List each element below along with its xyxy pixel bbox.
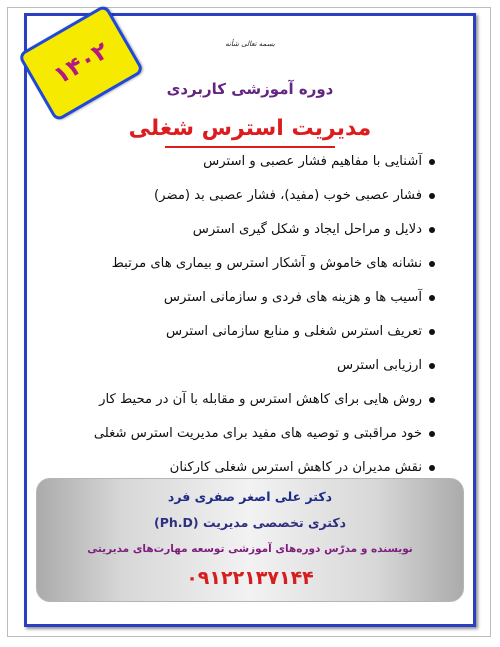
course-title: مدیریت استرس شغلی (128, 116, 372, 141)
author-info-box (36, 478, 464, 602)
topic-item: خود مراقبتی و توصیه های مفید برای مدیریت استرس شغلی (50, 422, 435, 445)
basmala-calligraphy: بسمه تعالی شأنه (225, 40, 275, 48)
topic-item: دلایل و مراحل ایجاد و شکل گیری استرس (50, 218, 435, 241)
topic-item: فشار عصبی خوب (مفید)، فشار عصبی بد (مضر) (50, 184, 435, 207)
title-underline (165, 146, 335, 148)
topic-item: تعریف استرس شغلی و منابع سازمانی استرس (50, 320, 435, 343)
author-degree: دکتری تخصصی مدیریت (Ph.D) (153, 515, 347, 530)
topic-list (50, 150, 435, 490)
topic-item: ارزیابی استرس (50, 354, 435, 377)
author-role: نویسنده و مدرّس دوره‌های آموزشی توسعه مهارت‌های مدیریتی (87, 543, 413, 555)
phone-number: ۰۹۱۲۲۱۳۷۱۴۴ (186, 567, 314, 589)
topic-item: آشنایی با مفاهیم فشار عصبی و استرس (50, 150, 435, 173)
year-badge-label: ۱۴۰۲ (48, 36, 114, 90)
course-subtitle: دوره آموزشی کاربردی (166, 80, 334, 98)
topic-item: آسیب ها و هزینه های فردی و سازمانی استرس (50, 286, 435, 309)
topic-item: روش هایی برای کاهش استرس و مقابله با آن در محیط کار (50, 388, 435, 411)
topic-item: نشانه های خاموش و آشکار استرس و بیماری های مرتبط (50, 252, 435, 275)
topic-item: نقش مدیران در کاهش استرس شغلی کارکنان (50, 456, 435, 479)
author-name: دکتر علی اصغر صفری فرد (167, 489, 333, 504)
